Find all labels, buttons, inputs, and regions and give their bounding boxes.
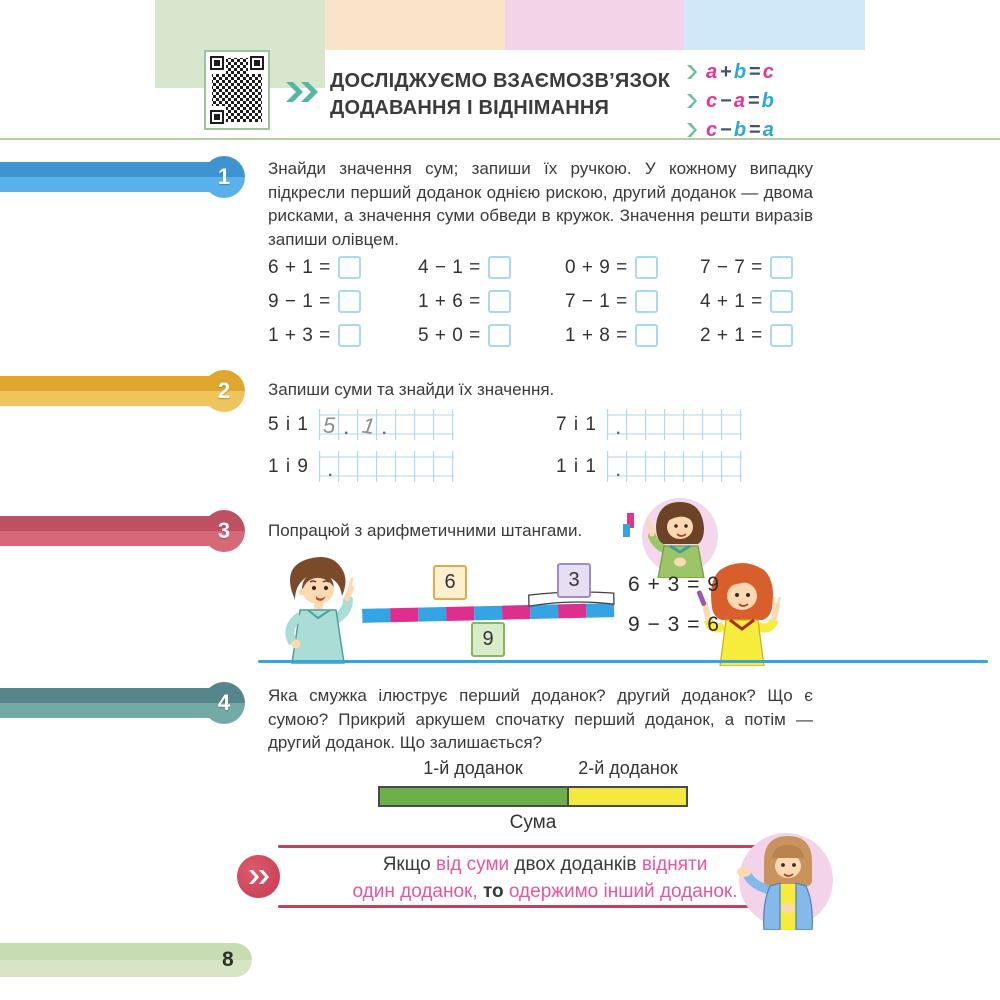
equation: 6 + 1 = <box>268 256 418 279</box>
sum-item-label: 1 і 1 <box>556 455 597 477</box>
answer-box[interactable] <box>488 290 511 313</box>
formula-row <box>686 60 775 84</box>
sum-item <box>556 408 743 441</box>
header-band-pink <box>505 0 684 50</box>
qr-code <box>204 50 270 130</box>
writing-grid[interactable] <box>319 450 455 483</box>
equation: 1 + 6 = <box>418 290 565 313</box>
task3-number: 3 <box>217 518 231 543</box>
answer-box[interactable] <box>338 256 361 279</box>
equation: 5 + 0 = <box>418 324 565 347</box>
page-number-tab <box>0 943 252 977</box>
answer-box[interactable] <box>635 290 658 313</box>
rule-line1: Якщо від суми двох доданків відняти <box>382 854 708 875</box>
answer-box[interactable] <box>635 324 658 347</box>
handwritten-dot: . <box>615 421 621 438</box>
sum-item-label: 1 і 9 <box>268 455 309 477</box>
task1-tab-cap <box>203 156 245 198</box>
task4-tab-cap <box>203 682 245 724</box>
boy-illustration <box>258 550 376 664</box>
task1-tab-band <box>0 162 226 192</box>
rod-label-9: 9 <box>471 622 505 657</box>
addend2-label: 2-й доданок <box>578 758 678 778</box>
formula-list <box>686 60 775 142</box>
answer-box[interactable] <box>770 324 793 347</box>
task4-tab <box>0 682 245 724</box>
equation: 2 + 1 = <box>700 324 803 347</box>
sum-label: Сума <box>509 812 557 833</box>
rod-label-6: 6 <box>433 565 467 600</box>
task1-tab <box>0 156 245 198</box>
helper-girl-illustration <box>724 826 840 930</box>
header-band-cream <box>325 0 505 50</box>
writing-grid[interactable] <box>319 408 455 441</box>
equation: 4 − 1 = <box>418 256 565 279</box>
sum-item-label: 7 і 1 <box>556 413 597 435</box>
formula-row <box>686 118 775 142</box>
handwritten-digit: 5 <box>322 413 336 438</box>
header-band-blue <box>684 0 865 50</box>
lesson-title-line2: ДОДАВАННЯ І ВІДНІМАННЯ <box>330 97 610 119</box>
equation: 7 − 7 = <box>700 256 803 279</box>
equation: 1 + 3 = <box>268 324 418 347</box>
sum-item <box>268 408 455 441</box>
addend1-label: 1-й доданок <box>423 758 523 778</box>
task2-tab <box>0 370 245 412</box>
answer-box[interactable] <box>488 256 511 279</box>
task1-equations-grid <box>268 256 803 347</box>
task4-instruction: Яка смужка ілюструє перший доданок? другий доданок? Що є сумою? Прикрий аркушем спочатку перший доданок, а потім — другий доданок. Що залишається? <box>268 686 813 752</box>
writing-grid[interactable] <box>607 450 743 483</box>
handwritten-dot: . <box>343 421 349 438</box>
task3-tab-cap <box>203 510 245 552</box>
sum-item-label: 5 і 1 <box>268 413 309 435</box>
rod-segments <box>362 603 614 623</box>
task3-tab <box>0 510 245 552</box>
rule-badge <box>237 855 280 898</box>
handwritten-dot: . <box>381 421 387 438</box>
lesson-title <box>330 68 690 122</box>
handwritten-digit: 1 <box>360 412 377 440</box>
addend2-bar <box>568 786 688 807</box>
sum-item <box>556 450 743 483</box>
task4-number: 4 <box>217 690 231 715</box>
double-chevron-icon <box>247 869 271 885</box>
rod-label-3: 3 <box>557 563 591 598</box>
equation: 7 − 1 = <box>565 290 700 313</box>
task2-number: 2 <box>217 378 231 403</box>
answer-box[interactable] <box>338 324 361 347</box>
ground-line <box>258 660 988 663</box>
sum-item <box>268 450 455 483</box>
task3-instruction: Попрацюй з арифметичними штангами. <box>268 521 583 540</box>
seesaw-equation-2: 9 − 3 = 6 <box>628 613 720 636</box>
equation: 4 + 1 = <box>700 290 803 313</box>
girl-illustration <box>682 554 800 666</box>
formula-row <box>686 89 775 113</box>
task4-tab-band <box>0 688 226 718</box>
chevron-icon <box>686 93 698 109</box>
answer-box[interactable] <box>488 324 511 347</box>
formula-c-minus-a: c − a = b <box>706 89 775 112</box>
task2-instruction: Запиши суми та знайди їх значення. <box>268 380 555 399</box>
writing-grid[interactable] <box>607 408 743 441</box>
chevron-icon <box>686 64 698 80</box>
formula-a-plus-b: a + b = c <box>706 60 775 83</box>
task1-number: 1 <box>217 164 231 189</box>
equation: 9 − 1 = <box>268 290 418 313</box>
handwritten-dot: . <box>615 463 621 480</box>
answer-box[interactable] <box>770 290 793 313</box>
answer-box[interactable] <box>770 256 793 279</box>
answer-box[interactable] <box>338 290 361 313</box>
rule-line2: один доданок, то одержимо інший доданок. <box>352 881 738 902</box>
equation: 1 + 8 = <box>565 324 700 347</box>
header-divider <box>0 138 1000 140</box>
title-double-chevron-icon <box>284 80 320 104</box>
chevron-icon <box>686 122 698 138</box>
answer-box[interactable] <box>635 256 658 279</box>
task2-tab-band <box>0 376 226 406</box>
task2-tab-cap <box>203 370 245 412</box>
equation: 0 + 9 = <box>565 256 700 279</box>
seesaw-equation-1: 6 + 3 = 9 <box>628 573 720 596</box>
qr-pattern <box>210 56 264 124</box>
page-number: 8 <box>222 948 234 971</box>
task3-tab-band <box>0 516 226 546</box>
lesson-title-line1: ДОСЛІДЖУЄМО ВЗАЄМОЗВ’ЯЗОК <box>330 70 671 92</box>
task1-instruction: Знайди значення сум; запиши їх ручкою. У кожному випадку підкресли перший доданок однією рискою, другий доданок — двома рисками, а значення суми обведи в кружок. Значення решти виразів запиши олівцем. <box>268 159 813 249</box>
handwritten-dot: . <box>327 463 333 480</box>
formula-c-minus-b: c − b = a <box>706 118 775 141</box>
addend1-bar <box>378 786 568 807</box>
